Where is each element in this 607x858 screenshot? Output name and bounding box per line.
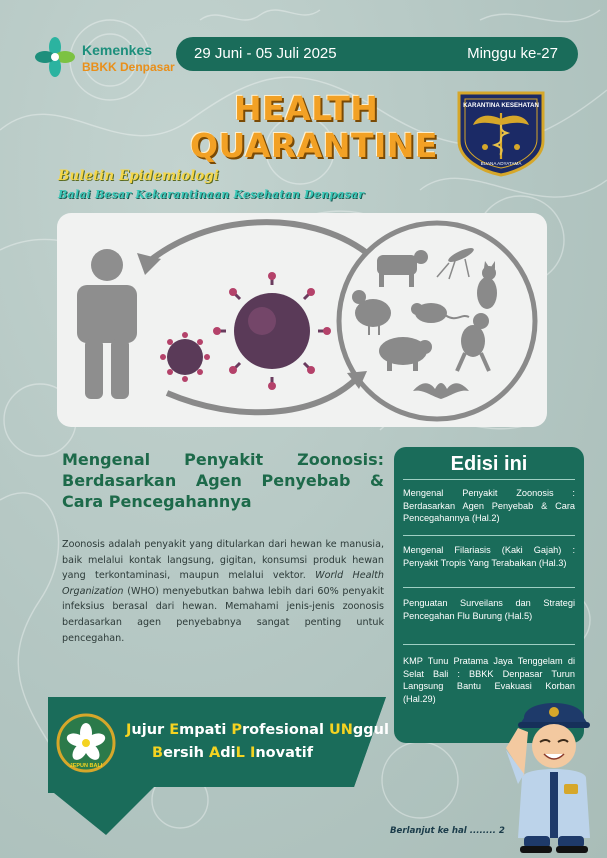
virus-small-icon (160, 332, 210, 382)
edisi-item[interactable]: Mengenal Penyakit Zoonosis : Berdasarkan Agen Penyebab & Cara Pencegahannya (Hal.2) (403, 488, 575, 524)
virus-large-icon (213, 272, 331, 390)
monkey-icon (457, 313, 489, 371)
edisi-heading: Edisi ini (450, 453, 528, 475)
kemenkes-logo-icon (32, 34, 78, 80)
bulletin-subtitle: Buletin Epidemiologi (58, 168, 219, 184)
zoonosis-hero-illustration (57, 213, 547, 427)
chicken-icon (352, 290, 391, 335)
motto-line-2: Bersih AdiL Inovatif (152, 745, 314, 761)
officer-mascot-icon (504, 688, 604, 854)
date-range: 29 Juni - 05 Juli 2025 (194, 45, 337, 62)
article-body-text-2: (WHO) menyebutkan bahwa lebih dari 60% penyakit infeksius berasal dari hewan. Memahami jenis-jenis zoonosis berdasarkan agen penyebabnya sangat penting untuk pencegahan. (62, 585, 384, 644)
article-body-text-1: Zoonosis adalah penyakit yang ditularkan dari hewan ke manusia, baik melalui kontak langsung, gigitan, konsumsi produk hewan yang terkontaminasi, maupun melalui vektor. (62, 539, 384, 582)
edisi-item[interactable]: Penguatan Surveilans dan Strategi Pencegahan Flu Burung (Hal.5) (403, 598, 575, 621)
kemenkes-logo (32, 34, 175, 84)
title-line-2: QUARANTINE (190, 126, 438, 165)
mosquito-icon (437, 245, 475, 279)
title-line-1: HEALTH (234, 89, 379, 128)
article-body-italic: World Health Organization (62, 570, 384, 597)
motto-banner-shape (34, 697, 386, 835)
motto-line-1: Jujur Empati Profesional UNggul (126, 722, 389, 738)
edisi-divider (403, 587, 575, 588)
continue-link[interactable]: Berlanjut ke hal ........ 2 (390, 826, 505, 836)
pig-icon (379, 337, 432, 371)
karantina-kesehatan-badge-icon (455, 89, 547, 177)
article-body (62, 537, 384, 646)
cow-icon (377, 250, 428, 287)
bat-icon (413, 383, 469, 399)
rat-icon (411, 303, 469, 323)
institution-name: Balai Besar Kekarantinaan Kesehatan Denpasar (58, 188, 365, 201)
zoonosis-illustration-svg (57, 213, 547, 427)
motto-banner (34, 697, 389, 835)
logo-name: Kemenkes (82, 42, 153, 58)
week-number: Minggu ke-27 (467, 45, 558, 62)
badge-bottom-text: BUANA ADYATAMA (480, 161, 522, 166)
edisi-item[interactable]: Mengenal Filariasis (Kaki Gajah) : Penyakit Tropis Yang Terabaikan (Hal.3) (403, 545, 575, 568)
date-bar (176, 37, 578, 71)
badge-top-text: KARANTINA KESEHATAN (463, 102, 539, 109)
edisi-divider (403, 535, 575, 536)
human-icon (77, 249, 137, 399)
cat-icon (477, 261, 497, 309)
edisi-divider (403, 644, 575, 645)
article-title: Mengenal Penyakit Zoonosis: Berdasarkan Agen Penyebab & Cara Pencegahannya (62, 450, 384, 511)
emblem-label: JEPUN BALI (69, 763, 103, 769)
logo-subtitle: BBKK Denpasar (82, 60, 175, 74)
edisi-item[interactable]: KMP Tunu Pratama Jaya Tenggelam di Selat Bali : BBKK Denpasar Turun Langsung Bantu Evakuasi Korban (Hal.29) (403, 656, 575, 704)
edisi-divider (403, 479, 575, 480)
